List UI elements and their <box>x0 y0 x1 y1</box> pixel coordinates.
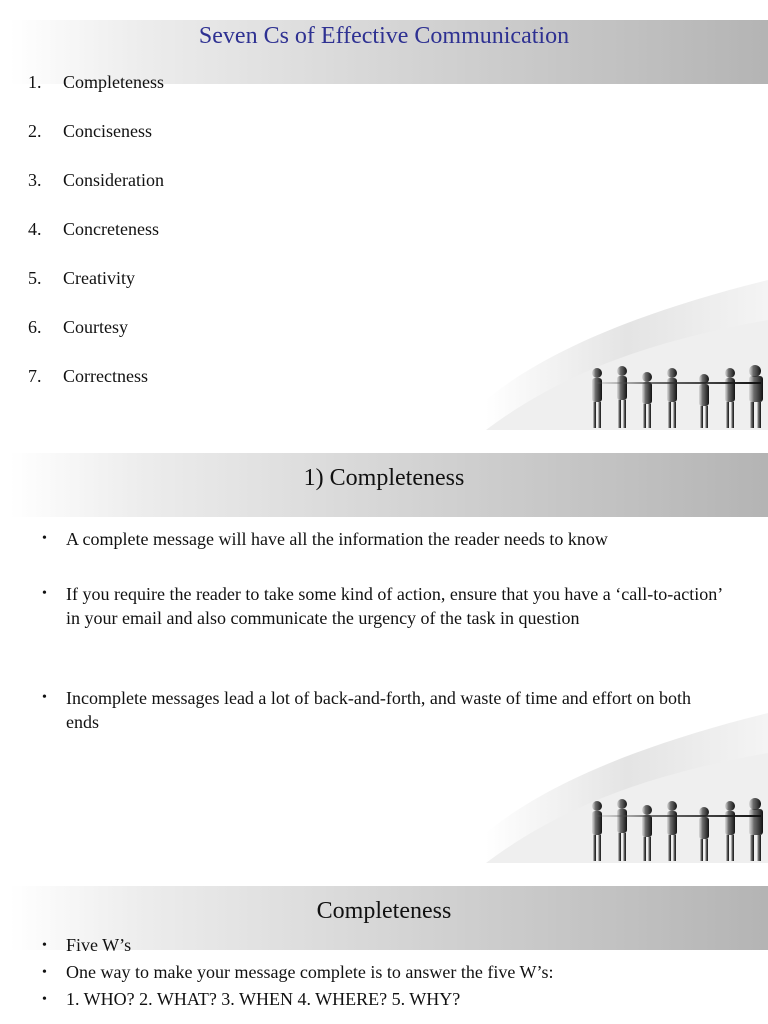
slide-title: Completeness <box>316 898 452 924</box>
slide-title: Seven Cs of Effective Communication <box>198 23 570 49</box>
people-holding-hands-icon <box>486 713 768 863</box>
list-item: 5. Creativity <box>28 268 135 288</box>
list-item: 6. Courtesy <box>28 317 128 337</box>
list-item: 3. Consideration <box>28 170 164 190</box>
list-item: • If you require the reader to take some kind of action, ensure that you have a ‘call-to-action’ in your email and also communicate the urgency of the task in question <box>42 584 722 628</box>
list-item: • Five W’s <box>42 935 132 955</box>
people-holding-hands-icon <box>486 280 768 430</box>
slide-seven-cs <box>0 0 768 430</box>
bullet-list <box>40 527 722 734</box>
list-item: • Incomplete messages lead a lot of back-and-forth, and waste of time and effort on both ends <box>42 688 691 732</box>
list-item: • 1. WHO? 2. WHAT? 3. WHEN 4. WHERE? 5. WHY? <box>42 989 461 1009</box>
list-item: • A complete message will have all the information the reader needs to know <box>42 529 608 549</box>
bullet-list <box>40 932 722 1013</box>
slide-title: 1) Completeness <box>303 465 465 491</box>
list-item: 7. Correctness <box>28 366 148 386</box>
list-item: 2. Conciseness <box>28 121 152 141</box>
list-item: • One way to make your message complete is to answer the five W’s: <box>42 962 554 982</box>
slide-completeness-1 <box>0 453 768 863</box>
slide-completeness-2 <box>0 886 768 1024</box>
list-item: 1. Completeness <box>28 72 164 92</box>
seven-cs-list <box>28 72 164 415</box>
list-item: 4. Concreteness <box>28 219 159 239</box>
